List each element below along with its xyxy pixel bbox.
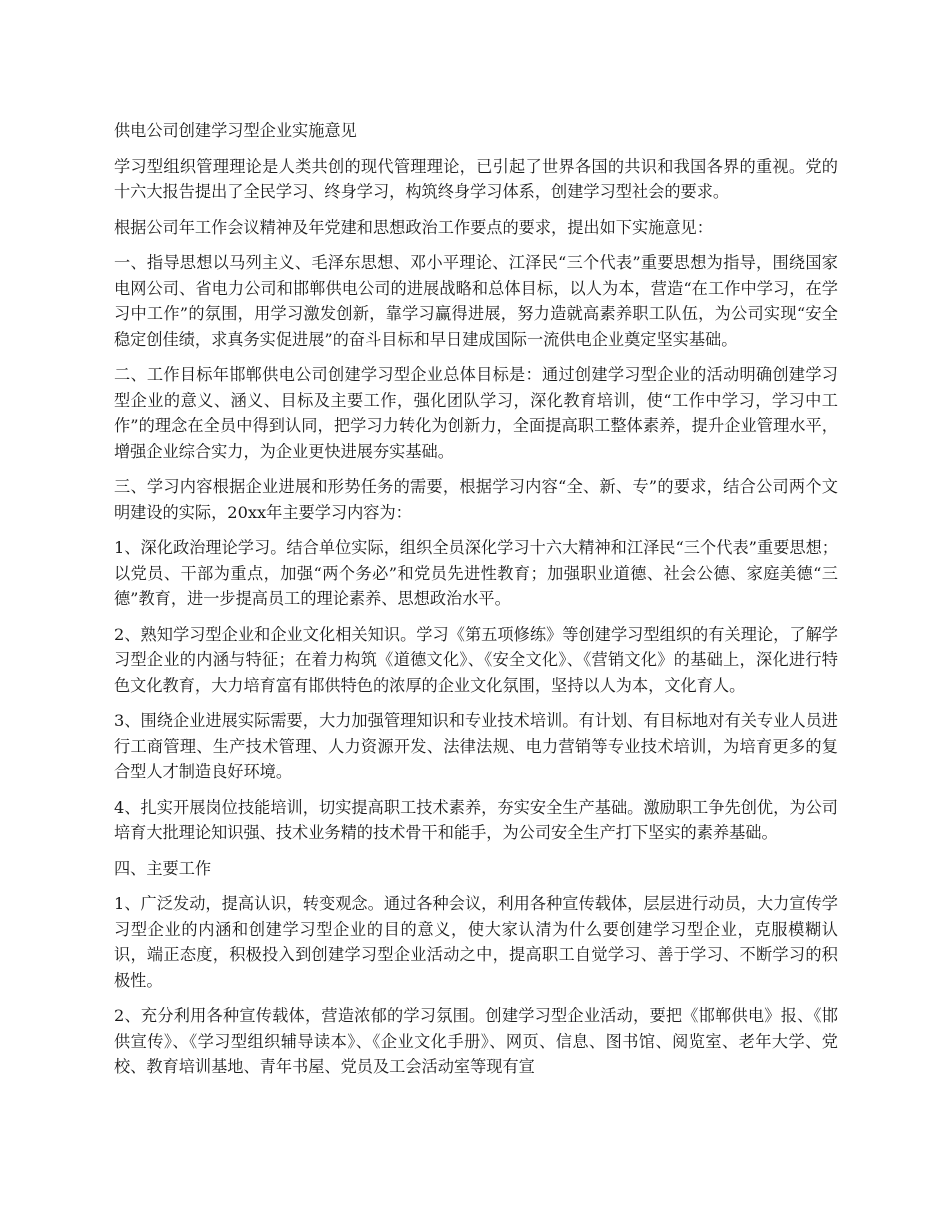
paragraph-content-item-1: 1、深化政治理论学习。结合单位实际，组织全员深化学习十六大精神和江泽民“三个代表”重要思想；以党员、干部为重点，加强“两个务必”和党员先进性教育；加强职业道德、社会公德、家庭美德“三德”教育，进一步提高员工的理论素养、思想政治水平。 bbox=[114, 538, 838, 608]
paragraph-content-item-4: 4、扎实开展岗位技能培训，切实提高职工技术素养，夯实安全生产基础。激励职工争先创优，为公司培育大批理论知识强、技术业务精的技术骨干和能手，为公司安全生产打下坚实的素养基础。 bbox=[114, 797, 838, 842]
paragraph-work-goals: 二、工作目标年邯郸供电公司创建学习型企业总体目标是：通过创建学习型企业的活动明确创建学习型企业的意义、涵义、目标及主要工作，强化团队学习，深化教育培训，使“工作中学习，学习中工作”的理念在全员中得到认同，把学习力转化为创新力，全面提高职工整体素养，提升企业管理水平，增强企业综合实力，为企业更快进展夯实基础。 bbox=[114, 365, 838, 461]
paragraph-learning-content: 三、学习内容根据企业进展和形势任务的需要，根据学习内容“全、新、专”的要求，结合公司两个文明建设的实际，20xx年主要学习内容为： bbox=[114, 477, 838, 522]
paragraph-intro: 学习型组织管理理论是人类共创的现代管理理论，已引起了世界各国的共识和我国各界的重视。党的十六大报告提出了全民学习、终身学习，构筑终身学习体系，创建学习型社会的要求。 bbox=[114, 156, 838, 201]
section-heading-main-work: 四、主要工作 bbox=[114, 858, 212, 878]
paragraph-basis: 根据公司年工作会议精神及年党建和思想政治工作要点的要求，提出如下实施意见： bbox=[114, 217, 713, 237]
document-body bbox=[114, 118, 838, 1090]
paragraph-work-item-1: 1、广泛发动，提高认识，转变观念。通过各种会议，利用各种宣传载体，层层进行动员，大力宣传学习型企业的内涵和创建学习型企业的目的意义，使大家认清为什么要创建学习型企业，克服模糊认识，端正态度，积极投入到创建学习型企业活动之中，提高职工自觉学习、善于学习、不断学习的积极性。 bbox=[114, 894, 838, 990]
paragraph-work-item-2: 2、充分利用各种宣传载体，营造浓郁的学习氛围。创建学习型企业活动，要把《邯郸供电》报、《邯供宣传》、《学习型组织辅导读本》、《企业文化手册》、网页、信息、图书馆、阅览室、老年大学、党校、教育培训基地、青年书屋、党员及工会活动室等现有宣 bbox=[114, 1006, 838, 1076]
paragraph-content-item-2: 2、熟知学习型企业和企业文化相关知识。学习《第五项修练》等创建学习型组织的有关理论，了解学习型企业的内涵与特征；在着力构筑《道德文化》、《安全文化》、《营销文化》的基础上，深化进行特色文化教育，大力培育富有邯供特色的浓厚的企业文化氛围，坚持以人为本，文化育人。 bbox=[114, 624, 838, 695]
paragraph-guiding-ideology: 一、指导思想以马列主义、毛泽东思想、邓小平理论、江泽民“三个代表”重要思想为指导，围绕国家电网公司、省电力公司和邯郸供电公司的进展战略和总体目标，以人为本，营造“在工作中学习，在学习中工作”的氛围，用学习激发创新，靠学习赢得进展，努力造就高素养职工队伍，为公司实现“安全稳定创佳绩，求真务实促进展”的奋斗目标和早日建成国际一流供电企业奠定坚实基础。 bbox=[114, 253, 838, 349]
paragraph-content-item-3: 3、围绕企业进展实际需要，大力加强管理知识和专业技术培训。有计划、有目标地对有关专业人员进行工商管理、生产技术管理、人力资源开发、法律法规、电力营销等专业技术培训，为培育更多的复合型人才制造良好环境。 bbox=[114, 711, 838, 781]
document-title: 供电公司创建学习型企业实施意见 bbox=[114, 121, 357, 140]
